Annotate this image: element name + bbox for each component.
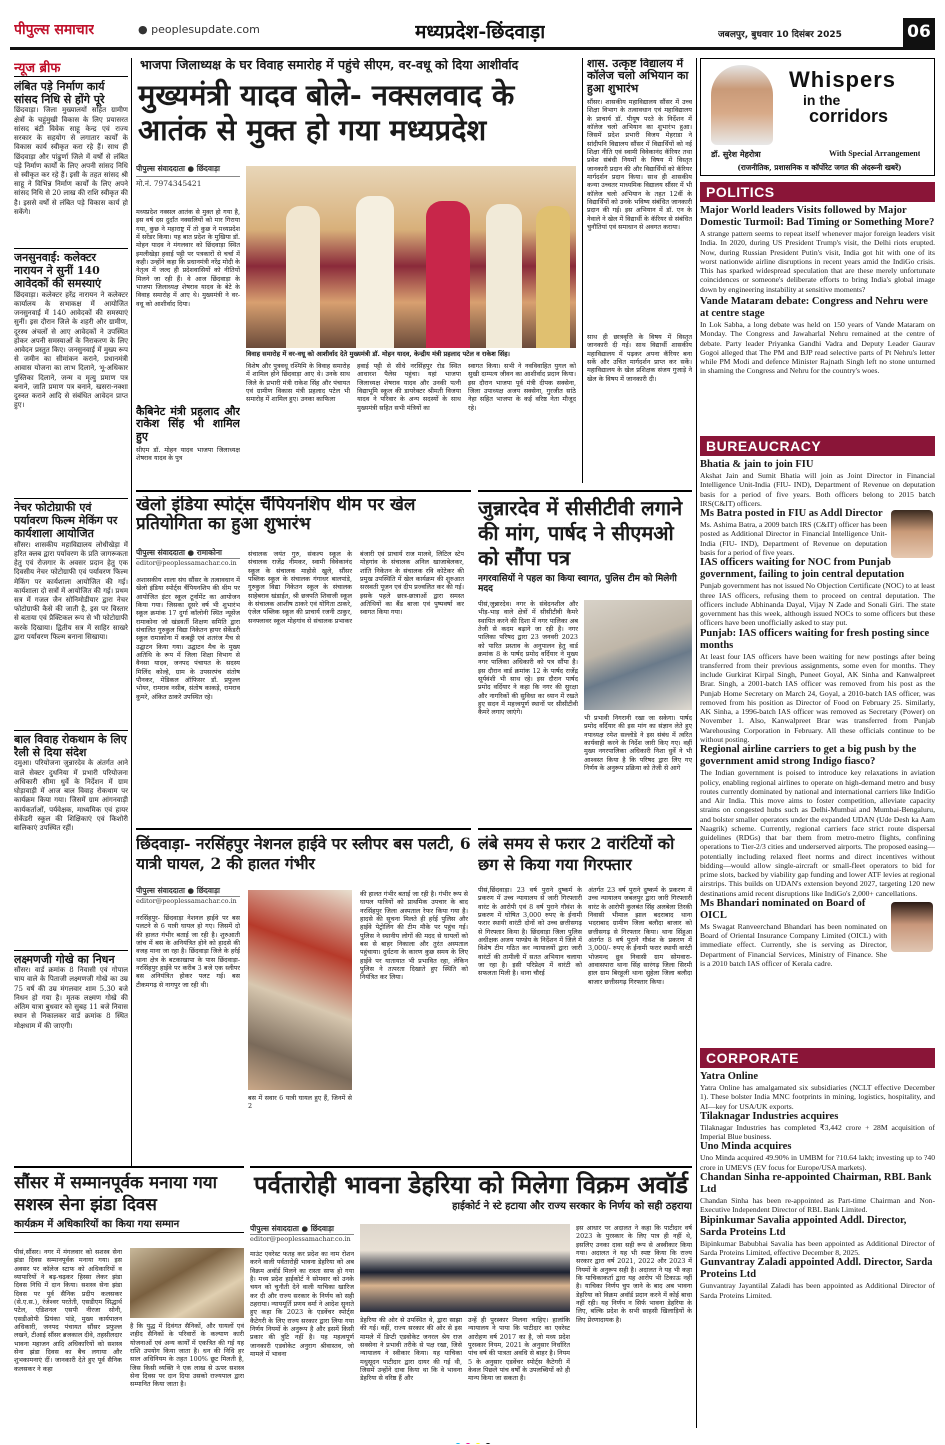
bus-story — [136, 828, 471, 1158]
whispers-line3: corridors — [809, 106, 889, 126]
photo-figure — [356, 196, 394, 348]
bus-byline-box — [136, 886, 240, 905]
khelo-story — [136, 490, 471, 820]
corporate-headline: Bipinkumar Savalia appointed Addl. Director, Sarda Proteins Ltd — [700, 1214, 907, 1238]
website-text: peoplesupdate.com — [151, 23, 260, 36]
award-body: डेहरिया की ओर से उपस्थित थे, द्वारा साझा की गई। वहीं, राज्य सरकार की ओर से इस मामले में डिप्टी एडवोकेट जनरल श्रेय राज सक्सेना ने प्रभावी तरीके से पक्ष रखा, जिसे न्यायालय ने स्वीकार किया। यह याचिका मधुसूदन पाटीदार द्वारा दायर की गई थी, जिसमें उन्होंने दावा किया था कि वे भावना डेहरिया से वरिष्ठ हैं और — [360, 1316, 462, 1383]
column-divider — [696, 58, 697, 1428]
lead-headline: मुख्यमंत्री यादव बोले- नक्सलवाद के आतंक से मुक्त हो गया मध्यप्रदेश — [138, 78, 515, 148]
whispers-box — [700, 58, 935, 176]
bureaucracy-headline: IAS officers waiting for NOC from Punjab government, failing to join central deputation — [700, 557, 905, 581]
corporate-header: CORPORATE — [700, 1048, 935, 1068]
warrant-body: पीसं,छिंदवाड़ा। 23 वर्ष पुराने दुष्कर्म के प्रकरण में उच्च न्यायालय से जारी गिरफ्तारी वारंट के आरोपी एवं 8 वर्ष पुराने गौवंश के प्रकरण में घोषित 3,000 रुपए के ईनामी फरार स्थायी वारंटी दोनों को उच्च छत्तीसगढ़ से गिरफ्तार किया है। छिंदवाड़ा जिला पुलिस अधीक्षक अजय पाण्डेय के निर्देशन में जिले में विशेष टीम गठित कर न्यायालयों द्वारा जारी वारंटों की तामीली में सतत अभियान चलाया जा रहा है। इसी परिप्रेक्ष्य में वारंटी को सफलता मिली है। थाना चौरई — [478, 886, 582, 978]
cctv-photo — [584, 600, 692, 710]
corporate-body: Bipinkumar Babubhai Savalia has been appointed as Additional Director of Sarda Proteins Limited, effective December 8, 2025. — [700, 1238, 935, 1257]
khelo-body: अशासकीय शाला संघ सौंसर के तत्वावधान में खेलो इंडिया स्पोर्ट्स चैंपियनशिप की थीम पर आयोजित इंटर स्कूल टूर्नामेंट का आयोजन किया गया। जिसका दूसरे वर्ष भी शुभारंभ स्कूल क्रमांक 17 दुर्गा कॉलोनी स्थित न्यूसेंज रामाकोना जो खंडवर्ती शिक्षण समिति द्वारा संचालित गुरुकुल विद्या निकेतन हायर सेकेंडरी स्कूल रामाकोना में कबड्डी एवं शतरंज मैच से उद्घाटन किया गया। उद्घाटन मैच के मुख्य अतिथि के रूप में जिला शिक्षा विभाग से वैनसा यादव, जनपद पंचायत के सदस्य मिलिंद कोल्हे, ग्राम के उपसरपंच संतोष पौनकर, मेडिकल ऑफिसर डॉ. प्रफुल्ल भोयर, रामराव नसीब, संतोष काकड़े, रामराव कुमरे, अंकित ठाकरे उपस्थित रहे। — [136, 576, 240, 701]
award-email: editor@peoplessamachar.co.in — [250, 1234, 354, 1243]
whispers-line2: in the — [803, 92, 841, 108]
photo-figure — [536, 206, 570, 348]
warrant-story — [478, 828, 692, 1158]
whispers-arrangement: With Special Arrangement — [829, 149, 921, 158]
award-body: इस आधार पर अदालत ने कहा कि पाटीदार वर्ष 2023 के पुरस्कार के लिए पात्र ही नहीं थे, इसलिए उनका दावा सही रूप से अस्वीकार किया गया। अदालत ने यह भी स्पष्ट किया कि राज्य सरकार द्वारा वर्ष 2021, 2022 और 2023 में नियमों के अनुरूप सही है। अदालत ने यह भी कहा कि याचिकाकर्ता द्वारा यह आरोप भी टिकाऊ नहीं है। याचिका निर्णय चुप जाने के बाद अब भावना डेहरिया को विक्रम अवॉर्ड प्रदान करने में कोई बाधा नहीं रही। यह निर्णय न सिर्फ भावना डेहरिया के लिए, बल्कि प्रदेश के सभी साहसी खिलाड़ियों के लिए प्रेरणादायक है। — [576, 1224, 692, 1324]
news-brief-column — [14, 58, 128, 1178]
website[interactable]: ● peoplesupdate.com — [138, 23, 260, 36]
warrant-headline: लंबे समय से फरार 2 वारंटियों को छग से किया गया गिरफ्तार — [478, 834, 675, 874]
bhandari-photo — [891, 902, 933, 952]
khelo-byline: पीपुल्स संवाददाता ● रामाकोना — [136, 548, 222, 557]
whispers-tagline: (राजनीतिक, प्रशासनिक व कॉर्पोरेट जगत की अंदरूनी खबरें) — [737, 163, 902, 172]
politics-headline: Vande Mataram debate: Congress and Nehru were at centre stage — [700, 295, 928, 319]
bureaucracy-body: The Indian government is poised to introduce key relaxations in aviation policy, enabling regional airlines to operate on high-demand metro and busy routes currently dominated by national and international carriers like IndiGo and Air India. This move aims to foster competition, alleviate capacity strains on congested hubs such as Delhi-Mumbai and Mumbai-Bengaluru, and bolster smaller operators under the expanded UDAN (Ude Desh ka Aam Naagrik) scheme. Currently, regional carriers face strict route dispersal guidelines (RDGs) that bar them from metro-metro flights, confining operations to Tier-2/3 cities and underserved airports. The proposed easing—potentially including relaxed fleet norms and direct incentives without bidding—would allow single-aircraft or small-fleet operators to bid for prime slots, backed by viability gap funding and lower ATF levies at regional airstrips. This builds on UDAN's extension beyond 2027, targeting 120 new destinations amid recent disruptions like IndiGo's 2,000+ cancellations. — [700, 768, 935, 898]
brief-item — [14, 248, 128, 498]
bureaucracy-section — [700, 436, 935, 1044]
bureaucracy-header: BUREAUCRACY — [700, 436, 935, 456]
brief-item — [14, 498, 128, 730]
junnardeo-story — [478, 490, 692, 820]
brief-body: छिंदवाड़ा। जिला मुख्यालयों सहित ग्रामीण क्षेत्रों के चहुंमुखी विकास के लिए प्रयासरत सांसद बंटी विवेक साहू केन्द्र एवं राज्य सरकार के सहयोग से लगातार कार्यों के विकास कार्य स्वीकृत करा रहे हैं। साथ ही छिंदवाड़ा और पांढुर्णा जिले में वर्षों से लंबित पड़े निर्माण कार्यों के लिए अपनी सांसद निधि से स्वीकृत कर रहे हैं। इसी के तहत सांसद श्री साहू ने विभिन्न निर्माण कार्यों के लिए अपने सांसद निधि से 20 लाख की राशि स्वीकृत की है। इससे वर्षों से लंबित पड़े विकास कार्य हो सकेंगे। — [14, 106, 128, 216]
bus-body: नरसिंहपुर- छिंदवाड़ा नेशनल हाईवे पर बस पलटने से 6 यात्री घायल हो गए। जिसमें दो की हालत गंभीर बताई जा रही है। शुरुआती जांच में बस के अनियंत्रित होने को हादसे की वजह माना जा रहा है। छिंदवाड़ा जिले के हर्रई थाना क्षेत्र के बटकाखापा के पास छिंदवाड़ा-नरसिंहपुर हाईवे पर करीब 3 बजे एक स्लीपर बस अनियंत्रित होकर पलट गई। बस टीकमगढ़ से नागपुर जा रही थी। — [136, 914, 240, 989]
whispers-line1: Whispers — [789, 67, 897, 92]
brief-body: दमुआ। परियोजना जुन्नारदेव के अंतर्गत आने वाले सेक्टर दुधनिया में प्रभारी परियोजना अधिकारी सीमा धुर्वे के निर्देशन में ग्राम घोड़ावाड़ी में आज बाल विवाह रोकथाम पर कार्यक्रम किया गया। जिसमें ग्राम आंगनवाड़ी कार्यकर्ताओं, पर्यवेक्षक, माध्यमिक एवं हायर सेकेंडरी स्कूल की शिक्षिकाएं एवं किशोरी बालिकाएं उपस्थित रहीं। — [14, 759, 128, 833]
bus-email: editor@peoplessamachar.co.in — [136, 896, 240, 905]
corporate-headline: Yatra Online — [700, 1071, 759, 1082]
bureaucracy-headline: Ms Bhandari nominated on Board of OICL — [700, 897, 866, 921]
bus-photo — [248, 890, 352, 1090]
sausar-story — [14, 1166, 244, 1428]
sausar-body: पीसं,सौंसर। नगर में मंगलवार को सशस्त्र सेना झंडा दिवस सम्मानपूर्वक मनाया गया। इस अवसर पर कॉलेज स्टाफ को अधिकारियों व व्यापारियों ने बढ़-चढ़कर हिस्सा लेकर झंडा दिवस निधि में दान किया। सशस्त्र सेना झंडा दिवस पर पूर्व सैनिक प्रदीप कलसकर (से.ए.स.), रंजेश्वर परतेती, एसडीएम सिद्धार्थ पटेल, एडिशनल एसपी नीरजा सोनी, एसडीओपी प्रियंका पांडे, मुख्य कार्यपालन अधिकारी, जनपद पंचायत सौंसर प्रफुल्ल लखने, टीआई सौंसर ब्रजकाल दीवे, तहसीलदार भावना महाजन आदि अधिकारियों को सशस्त्र सेना झंडा दिवस का बैच लगाया और शुभकामनाएं दीं। जानकारी देते हुए पूर्व सैनिक कलसकर ने कहा — [14, 1248, 122, 1373]
lead-subhead: कैबिनेट मंत्री प्रहलाद और राकेश सिंह भी शामिल हुए — [136, 405, 240, 443]
brief-headline: नेचर फोटोग्राफी एवं पर्यावरण फिल्म मेकिंग पर कार्यशाला आयोजित — [14, 501, 118, 541]
whispers-author: डॉ. सुरेश मेहरोत्रा — [711, 149, 761, 159]
bus-headline: छिंदवाड़ा- नरसिंहपुर नेशनल हाईवे पर स्लीपर बस पलटी, 6 यात्री घायल, 2 की हालत गंभीर — [136, 834, 471, 874]
sausar-headline: सौंसर में सम्मानपूर्वक मनाया गया सशस्त्र सेना झंडा दिवस — [14, 1173, 218, 1216]
lead-paragraph: मध्यप्रदेश नक्सल आतंक से मुक्त हो गया है, इस वर्ष दस दुर्दांत नक्सलियों को मार गिराया गया, कुछ ने महाराष्ट्र में तो कुछ ने मध्यप्रदेश में सरेंडर किया। यह बात प्रदेश के मुखिया डॉ. मोहन यादव ने मंगलवार को छिंदवाड़ा स्थित इमलीखेड़ा हवाई पट्टी पर पत्रकारों से चर्चा में कही। उन्होंने कहा कि प्रधानमंत्री नरेंद्र मोदी के नेतृत्व में जल्द ही प्रदेशवासियों को नीतियों मिलने जा रही हैं। वे आज छिंदवाड़ा के भाजपा जिलाध्यक्ष शेषराव यादव के बेटे के विवाह समारोह में आए थे। मुख्यमंत्री ने वर-वधू को आशीर्वाद दिया। — [136, 208, 240, 308]
bus-byline: पीपुल्स संवाददाता ● छिंदवाड़ा — [136, 886, 220, 895]
bureaucracy-headline: Bhatia & jain to join FIU — [700, 459, 814, 470]
corporate-section — [700, 1048, 935, 1426]
brief-body: सौंसर। वार्ड क्रमांक 8 निवासी एवं गोपाल चाय वाले के पिताजी लक्ष्मणजी गोखे का उम्र 75 वर्ष की उम्र मंगलवार शाम 5.30 बजे निधन हो गया है। मृतक लक्ष्मण गोखे की अंतिम यात्रा बुधवार को सुबह 11 बजे निवास स्थान से निकालकर वार्ड क्रमांक 8 स्थित मोक्षधाम में की जाएगी। — [14, 966, 128, 1030]
warrant-body: अंतर्गत 23 वर्ष पुराने दुष्कर्म के प्रकरण में उच्च न्यायालय जबलपुर द्वारा जारी गिरफ्तारी वारंट के आरोपी कुलबंत सिंह अलबेला तिरकी निवासी भीमाल झाल बदराबाद थाना भदराबाद ग्रामीण जिला बलौदा बाजार को छत्तीसगढ़ से गिरफ्तार किया। थाना सिंहुआ अंतर्गत 8 वर्ष पुराने गौवंश के प्रकरण में 3,000/- रुपए के ईनामी फरार स्थायी वारंटी भोजमन्द ध्रुव निवासी ग्राम सोमवारा-आवासपारा थाना सिंह सारंगढ़ जिला सिरमी हाल ग्राम बिरहूली थाना सुहेला जिला बलौदा बाजार छत्तीसगढ़ गिरफ्तार किया। — [588, 886, 692, 986]
politics-headline: Major World leaders Visits followed by Major Domestic Turmoil: Bad Timing or Something More? — [700, 205, 935, 229]
junnardeo-body: पीसं,जुन्नारदेव। नगर के संवेदनशील और भीड़-भाड़ वाले क्षेत्रों में सीसीटीवी कैमरे स्थापित करने की दिशा में नगर पालिका अब तेजी से कदम बढ़ाने जा रही है। नगर पालिका परिषद द्वारा 23 जनवरी 2023 को पारित प्रस्ताव के अनुपालन हेतु वार्ड क्रमांक 8 के पार्षद प्रमोद वर्दियार ने मुख्य नगर पालिका अधिकारी को पत्र सौंपा है। इस दौरान वार्ड क्रमांक 12 के पार्षद राजेंद्र सूर्यवंशी भी साथ रहे। इस दौरान पार्षद प्रमोद वर्दियार ने कहा कि नगर की सुरक्षा और नागरिकों की सुविधा का ध्यान में रखते हुए सदन में महत्त्वपूर्ण स्थानों पर सीसीटीवी कैमरे लगाए जाएंगे। — [478, 600, 578, 717]
brief-headline: जनसुनवाई: कलेक्टर नारायन ने सुनीं 140 आवेदकों की समस्याएं — [14, 251, 102, 291]
brief-body: छिंदवाड़ा। कलेक्टर हरेंद्र नारायन ने कलेक्टर कार्यालय के सभाकक्ष में आयोजित जनसुनवाई में 140 आवेदकों की समस्याएं सुनीं। इस दौरान जिले के शहरी और ग्रामीण, दूरस्थ अंचलों से आए आवेदकों ने उपस्थित होकर अपनी समस्याओं के निराकरण के लिए आवेदन प्रस्तुत किए। जनसुनवाई में मुख्य रूप से जमीन का सीमांकन कराने, प्रधानमंत्री आवास योजना का लाभ दिलाने, भू-अधिकार पुस्तिका दिलाने, जन्म व मृत्यु प्रमाण पत्र बनाने, जाति प्रमाण पत्र बनाने, खसरा-नक्शा दुरुस्त कराने आदि से संबंधित आवेदन प्राप्त हुए। — [14, 290, 128, 410]
lead-body-col2: विशेष और पुत्रवधू रश्मिमि के विवाह समारोह में शामिल होने छिंदवाड़ा आए थे। उनके साथ जिले के प्रभारी मंत्री राकेश सिंह और पंचायत एवं ग्रामीण विकास मंत्री प्रहलाद पटेल भी समारोह में शामिल हुए। उनका काफिला — [246, 362, 350, 404]
bureaucracy-body: Ms Swagat Ranveerchand Bhandari has been nominated on Board of Oriental Insurance Company Limited (OICL) with immediate effect. Currently, she is serving as Director, Department of Financial Services, Ministry of Finance. She is a 2010 batch IAS officer of Kerala cadre. — [700, 921, 887, 968]
brief-body: सौंसर। शासकीय महाविद्यालय लोधीखेड़ा में हरित क्लब द्वारा पर्यावरण के प्रति जागरूकता हेतु एवं रोजगार के अवसर प्रदान हेतु एक दिवसीय नेचर फोटोग्राफी एवं पर्यावरण फिल्म मेकिंग पर कार्यशाला आयोजित की गई। कार्यशाला दो सत्रों में आयोजित की गई। प्रथम सत्र में गजल जैन सोनिमोडीयार द्वारा नेचर फोटोग्राफी कैसे की जाती है, इस पर विस्तार से बताया एवं प्रैक्टिकल रूप से भी फोटोग्राफी करके दिखाया। द्वितीय सत्र में साहिर साखरे द्वारा पर्यावरण फिल्म बनाना सिखाया। — [14, 540, 128, 641]
bureaucracy-headline: Ms Batra posted in FIU as Addl Director — [700, 508, 883, 520]
wedding-photo — [246, 166, 576, 348]
bureaucracy-body: Ms. Ashima Batra, a 2009 batch IRS (C&IT) officer has been posted as Additional Director in Financial Intelligence Unit-India (FIU- IND), Department of Revenue on deputation basis for a period of five years. — [700, 520, 887, 557]
whispers-logo — [789, 67, 929, 147]
lead-body-col1 — [136, 208, 240, 480]
brief-headline: बाल विवाह रोकथाम के लिए रैली से दिया संदेश — [14, 733, 127, 760]
author-avatar — [711, 65, 773, 145]
corporate-body: Chandan Sinha has been re-appointed as Part-time Chairman and Non-Executive Independent Director of RBL Bank Limited. — [700, 1196, 935, 1215]
column-divider — [131, 58, 132, 1168]
bureaucracy-body: Akshat Jain and Sumit Bhatia will join as Joint Director in Financial Intelligence Unit-India (FIU- IND), Department of Revenue on deputation basis for a period of five years. Both officers belong to 2015 batch IRS(C&IT) officers. — [700, 471, 935, 508]
award-body: उन्हें ही पुरस्कार मिलना चाहिए। हालांकि न्यायालय ने पाया कि पाटीदार का एवरेस्ट आरोहण वर्ष 2017 का है, जो मध्य प्रदेश पुरस्कार नियम, 2021 के अनुसार निर्धारित पांच वर्ष की पात्रता अवधि से बाहर है। नियम 5 के अनुसार एडवेंचर स्पोर्ट्स कैटेगरी में केवल पिछले पांच वर्षों के उपलब्धियों को ही मान्य किया जा सकता है। — [468, 1316, 570, 1383]
news-brief-title: न्यूज ब्रीफ — [14, 58, 128, 77]
bureaucracy-headline: Punjab: IAS officers waiting for fresh posting since months — [700, 627, 930, 651]
bus-body: की हालत गंभीर बताई जा रही है। गंभीर रूप से घायल यात्रियों को प्राथमिक उपचार के बाद नरसिंहपुर जिला अस्पताल रेफर किया गया है। हादसे की सूचना मिलते ही हर्रई पुलिस और हाईवे पेट्रोलिंग की टीम मौके पर पहुंच गई। पुलिस ने स्थानीय लोगों की मदद से घायलों को बस से बाहर निकाला और तुरंत अस्पताल पहुंचाया। दुर्घटना के कारण कुछ समय के लिए हाईवे पर यातायात भी प्रभावित रहा, लेकिन पुलिस ने तत्परता दिखाते हुए स्थिति को नियंत्रित कर लिया। — [360, 890, 468, 982]
award-byline-box — [250, 1224, 354, 1243]
print-registration-marks — [0, 1434, 945, 1444]
college-story — [582, 58, 692, 483]
bhandari-item — [700, 898, 935, 968]
politics-section — [700, 182, 935, 432]
award-headline: पर्वतारोही भावना डेहरिया को मिलेगा विक्रम अवॉर्ड — [253, 1170, 688, 1199]
photo-bride — [426, 201, 470, 348]
lead-byline: पीपुल्स संवाददाता ● छिंदवाड़ा — [136, 164, 240, 177]
brand-logo: पीपुल्स समाचार — [14, 22, 95, 38]
brief-item — [14, 80, 128, 248]
lead-byline-box — [136, 164, 240, 189]
bus-body: बस में सवार 6 यात्री घायल हुए हैं, जिनमें से 2 — [248, 1094, 352, 1111]
award-photo — [360, 1224, 570, 1312]
corporate-body: Tilaknagar Industries has completed ₹3,442 crore + 28M acquisition of Imperial Blue business. — [700, 1122, 935, 1142]
photo-figure — [286, 206, 320, 348]
junnardeo-headline: जुन्नारदेव में सीसीटीवी लगाने की मांग, पार्षद ने सीएमओ को सौंपा पत्र — [478, 496, 683, 570]
corporate-headline: Uno Minda acquires — [700, 1141, 792, 1153]
corporate-body: Gunvantray Jayantilal Zaladi has been appointed as Additional Director of Sarda Proteins Limited. — [700, 1281, 935, 1300]
award-body: माउंट एवरेस्ट फतह कर प्रदेश का नाम रोशन करने वाली पर्वतारोही भावना डेहरिया को अब विक्रम अवॉर्ड मिलने का रास्ता साफ हो गया है। मध्य प्रदेश हाईकोर्ट ने सोमवार को उनके चयन को चुनौती देने वाली याचिका खारिज कर दी और राज्य सरकार के निर्णय को सही ठहराया। न्यायमूर्ति प्रणय वर्मा ने आदेश सुनाते हुए कहा कि 2023 के एडवेंचर स्पोर्ट्स कैटेगरी के लिए राज्य सरकार द्वारा लिया गया निर्णय नियमों के अनुरूप है और इसमें किसी प्रकार की त्रुटि नहीं है। यह महत्वपूर्ण जानकारी एडवोकेट अनुराग श्रीवास्तव, जो मामले में भावना — [250, 1250, 354, 1358]
corporate-headline: Tilaknagar Industries acquires — [700, 1110, 839, 1122]
section-title: मध्यप्रदेश-छिंदवाड़ा — [415, 21, 546, 43]
lead-story — [136, 58, 576, 483]
batra-photo — [891, 510, 933, 558]
sausar-photo — [130, 1248, 244, 1318]
award-subhead: हाईकोर्ट ने स्टे हटाया और राज्य सरकार के निर्णय को सही ठहराया — [452, 1200, 692, 1212]
masthead — [10, 18, 935, 50]
corporate-body: Uno Minda acquired 49.90% in UMBM for ?10.64 lakh; investing up to ?40 crore in UMEVS (EV focus for Europe/USA markets). — [700, 1153, 935, 1172]
batra-item — [700, 508, 935, 557]
lead-paragraph: सीएम डॉ. मोहन यादव भाजपा जिलाध्यक्ष शेषराव यादव के पुत्र — [136, 445, 240, 463]
politics-header: POLITICS — [700, 182, 935, 202]
corporate-headline: Gunvantray Zaladi appointed Addl. Director, Sarda Proteins Ltd — [700, 1257, 933, 1281]
sausar-body: है कि युद्ध में दिवंगत सैनिकों, और घायलों एवं शहीद सैनिकों के परिवारों के कल्याण कारी योजनाओं एवं अन्य कार्यों में एकत्रित की गई यह राशि उपयोग किया जाता है। धन की निधि हर साल अधिनियम के तहत 100% छूट मिलती है, जिस किसी व्यक्ति ने एक लाख से ऊपर सशस्त्र सेना दिवस पर दान दिया उसको राज्यपाल द्वारा सम्मानित किया जाता है। — [130, 1322, 244, 1389]
lead-phone: मो.नं. 7974345421 — [136, 179, 202, 188]
sausar-subhead: कार्यक्रम में अधिकारियों का किया गया सम्मान — [14, 1219, 244, 1233]
bureaucracy-body: Punjab government has not issued No Objection Certificate (NOC) to at least three IAS officers, refusing them to proceed on central deputation. The officers include Abhinanda Dayal, Vijay N Zade and Sonali Giri. The state government has this week, although issued NOCs to some officers but these officers have been unofficially asked to stay put. — [700, 581, 935, 628]
corporate-body: Yatra Online has amalgamated six subsidiaries (NCLT effective December 1). These bolster India MNC footprints in mining, logistics, hospitality, and AI—key for USA/UK exports. — [700, 1083, 935, 1111]
photo-caption: विवाह समारोह में वर-वधू को आशीर्वाद देते मुख्यमंत्री डॉ. मोहन यादव, केन्द्रीय मंत्री प्रहलाद पटेल व राकेश सिंह। — [246, 350, 511, 358]
award-byline: पीपुल्स संवाददाता ● छिंदवाड़ा — [250, 1224, 334, 1233]
lead-body-col4: स्वागत किया। सभी ने नवविवाहित युगल को सुखी दाम्पत्य जीवन का आशीर्वाद प्रदान किया। इस दौरान भाजपा पूर्व मंत्री दीपक सक्सेना, जिला उपाध्यक्ष अजय सक्सेना, गुरजीत सांठे नेहा सहित भाजपा के कई वरिष्ठ नेता मौजूद रहे। — [468, 362, 576, 412]
bureaucracy-body: At least four IAS officers have been waiting for new postings after being transferred from their previous assignments, some even for months. They include Gurkirat Kirpal Singh, Puneet Goyal, AK Sinha and Kanwalpreet Brar. Singh, a 2001-batch IAS officer was removed from his post as the Punjab Home Secretary on March 24, Goyal, a 2010-batch IAS officer, was removed from his position as Director of Food on February 25. Similarly, AK Sinha, a 1996-batch IAS officer was removed as Secretary (Power) on November 1. Also, Kanwalpreet Brar was transferred from Punjab Warehousing Corporation in February. All these officials continue to be without posting. — [700, 651, 935, 744]
khelo-byline-box — [136, 548, 240, 567]
corporate-headline: Chandan Sinha re-appointed Chairman, RBL Bank Ltd — [700, 1171, 932, 1195]
college-body: साथ ही छात्रवृत्ति के विषय में विस्तृत जानकारी दी गई। साथ विद्यार्थी शासकीय महाविद्यालय में पढ़कर अपना कॅरियर बना सकें और उचित मार्गदर्शन प्राप्त कर सकें। महाविद्यालय के खेल प्रशिक्षक संजय गुजाड़े ने खेल के विषय में जानकारी दी। — [587, 332, 692, 383]
politics-body: A strange pattern seems to repeat itself whenever major foreign leaders visit India. In 2020, during US President Trump's visit, the Delhi riots erupted. Now, during Russian President Putin's visit, India got hit with one of its worst nationwide airline disruptions in recent years amid the IndiGo crisis. This has sparked widespread speculation that are these merely unfortunate coincidences or someone's deliberate efforts to bring India's global image down by engineering instability at sensitive moments? — [700, 229, 935, 294]
lead-kicker: भाजपा जिलाध्यक्ष के घर विवाह समारोह में पहुंचे सीएम, वर-वधू को दिया आशीर्वाद — [140, 58, 519, 72]
khelo-email: editor@peoplessamachar.co.in — [136, 558, 240, 567]
junnardeo-body: भी प्रभावी निगरानी रखा जा सकेगा। पार्षद प्रमोद वर्दियार की इस मांग का संज्ञान लेते हुए नपाध्यक्ष रमेश सल्लोडे ने इस संबंध में त्वरित कार्यवाही करने के निर्देश जारी किए गए। वहीं मुख्य नगरपालिका अधिकारी निशा धुर्वे ने भी आश्वस्त किया है कि परिषद द्वारा लिए गए निर्णय के अनुरूप प्रक्रिया को तेजी से आगे — [584, 714, 692, 772]
brief-item — [14, 950, 128, 1150]
bureaucracy-headline: Regional airline carriers to get a big push by the government amid strong Indigo fiasco? — [700, 744, 917, 768]
college-body: सौंसर। शासकीय महाविद्यालय सौंसर में उच्च शिक्षा विभाग के तत्वावधान एवं महाविद्यालय के प्राचार्य डॉ. पीयूष परते के निर्देशन में कॉलेज चलो अभियान का शुभारंभ हुआ। जिसमें प्रदेश प्रभारी विजय मेहराडा ने सांदीपनि विद्यालय सौंसर में विद्यार्थियों को नई शिक्षा नीति एवं स्वामी विवेकानंद कॅरियर तथा प्रवेश संबंधी नियमों के विषय में विस्तृत जानकारी प्रदान की और विद्यार्थियों को कॅरियर मार्गदर्शन प्रदान किया। साथ ही शासकीय कन्या उच्चतर माध्यमिक विद्यालय सौंसर में भी कॉलेज चलो अभियान के तहत 12वीं के विद्यार्थियों को उनके भविष्य संबंधित जानकारी प्रदान की गई। इस अभियान में डॉ. एन के नेवाले ने खेल में विद्यार्थी के कॅरियर से संबंधित चुनौतियां एवं समाधान से अवगत कराया। — [587, 97, 692, 231]
page-number: 06 — [903, 18, 935, 47]
brief-headline: लंबित पड़े निर्माण कार्य सांसद निधि से होंगे पूरे — [14, 80, 105, 107]
lead-body-col3: हवाई पट्टी से सीधे नरसिंहपुर रोड स्थित आधारश पैलेस पहुंचा। यहां भाजपा जिलाध्यक्ष शेषराव यादव और उनकी पत्नी विद्याभूमि स्कूल की डायरेक्टर श्रीमती विजया यादव ने परिवार के अन्य सदस्यों के साथ मुख्यमंत्री सहित सभी मंत्रियों का — [357, 362, 461, 412]
politics-body: In Lok Sabha, a long debate was held on 150 years of Vande Mataram on Monday. The Congress and Jawaharlal Nehru remained at the centre of debate. Party leader Priyanka Gandhi Vadra and Deputy Leader Gaurav Gogoi alleged that The PM and BJP read selective parts of Pt Nehru's letter while PM Modi and defence Minister Rajnath Singh left no stone unturned in shaming the Congress and Nehru for the country's woes. — [700, 320, 935, 376]
brief-headline: लक्ष्मणजी गोखे का निधन — [14, 953, 115, 966]
issue-date: जबलपुर, बुधवार 10 दिसंबर 2025 — [718, 30, 842, 40]
award-story — [250, 1166, 692, 1428]
college-headline: शास. उत्कृष्ट विद्यालय में कॉलेज चलो अभियान का हुआ शुभारंभ — [587, 58, 689, 95]
junnardeo-subhead: नगरवासियों ने पहल का किया स्वागत, पुलिस टीम को मिलेगी मदद — [478, 574, 677, 595]
khelo-body: संचालक जयंत गुरु, संकल्प स्कूल के संचालक राजेंद्र नीमकर, स्वामी विवेकानंद स्कूल के संचालक माहोसे खुले, सौंसर पब्लिक स्कूल के संचालक गंगाधर बालपांडे, गुरुकुल विद्या निकेतन स्कूल के संचालक साहेबराव खंडाईत, श्री छत्रपति शिवाजी स्कूल के संचालक आशीष ठाकरे एवं योगिता ठाकरे, एंजेल पब्लिक स्कूल की प्राचार्य रजनी ठाकुर, सनफ्लावर स्कूल मोहगांव से संचालक प्रभाकर बंजारी एवं प्राचार्य राज मालवे, लिटिल स्टेप मोहगांव के संचालक अनिल खाजाबेलकर, शांति निकेतन के संचालक रवि कोटेकर की प्रमुख उपस्थिति में खेल कार्यक्रम की शुरुआत सरस्वती पूजन एवं दीप प्रज्वलित कर की गई। इसके पहले छात्र-छात्राओं द्वारा समस्त अतिथियों का बैंड बाजा एवं पुष्पवर्षा कर स्वागत किया गया। — [248, 550, 464, 625]
khelo-headline: खेलो इंडिया स्पोर्ट्स चैंपियनशिप थीम पर खेल प्रतियोगिता का हुआ शुभारंभ — [136, 496, 416, 535]
photo-figure — [486, 204, 522, 348]
brief-item — [14, 730, 128, 950]
